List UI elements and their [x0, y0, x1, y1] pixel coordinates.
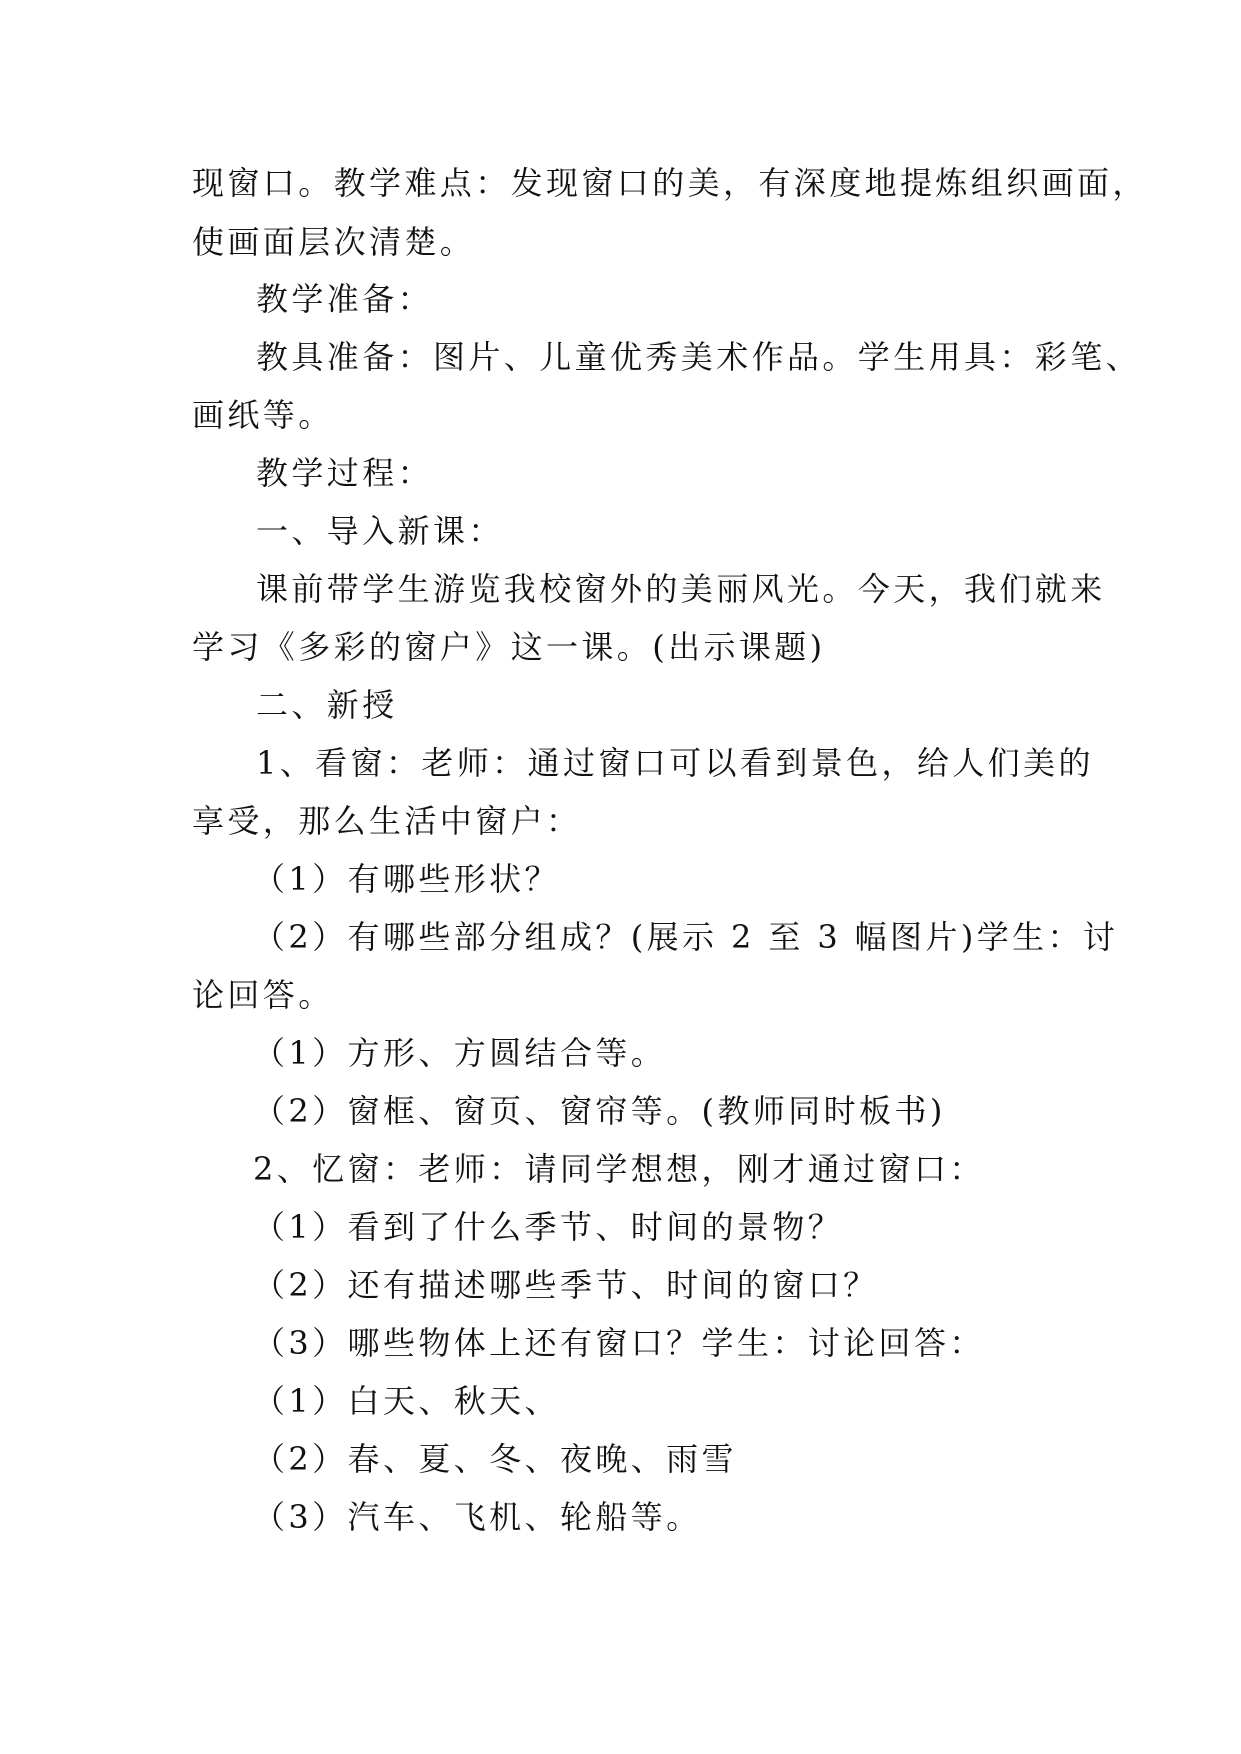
paragraph-line: 课前带学生游览我校窗外的美丽风光。今天，我们就来 — [256, 570, 1106, 608]
list-item: （2）春、夏、冬、夜晚、雨雪 — [253, 1440, 737, 1478]
list-item: （2）窗框、窗页、窗帘等。(教师同时板书) — [253, 1092, 946, 1130]
list-item: （1）有哪些形状？ — [253, 860, 560, 898]
section-heading: 一、导入新课： — [256, 512, 504, 550]
list-item: （1）方形、方圆结合等。 — [253, 1034, 667, 1072]
paragraph-line: 教具准备：图片、儿童优秀美术作品。学生用具：彩笔、 — [256, 338, 1142, 376]
paragraph-line: 2、忆窗：老师：请同学想想，刚才通过窗口： — [253, 1150, 985, 1188]
paragraph-line: 使画面层次清楚。 — [192, 223, 476, 261]
list-item: （2）还有描述哪些季节、时间的窗口？ — [253, 1266, 879, 1304]
section-heading: 教学准备： — [256, 280, 434, 318]
paragraph-line: 现窗口。教学难点：发现窗口的美，有深度地提炼组织画面， — [192, 164, 1148, 202]
list-item: （2）有哪些部分组成？(展示 2 至 3 幅图片)学生：讨 — [253, 918, 1119, 956]
list-item: （3）汽车、飞机、轮船等。 — [253, 1498, 702, 1536]
paragraph-line: 1、看窗：老师：通过窗口可以看到景色，给人们美的 — [256, 744, 1094, 782]
list-item: （1）白天、秋天、 — [253, 1382, 560, 1420]
paragraph-line: 享受，那么生活中窗户： — [192, 802, 582, 840]
section-heading: 二、新授 — [256, 686, 398, 724]
paragraph-line: 学习《多彩的窗户》这一课。(出示课题) — [192, 628, 826, 666]
paragraph-line: 论回答。 — [192, 976, 334, 1014]
paragraph-line: 画纸等。 — [192, 396, 334, 434]
list-item: （3）哪些物体上还有窗口？学生：讨论回答： — [253, 1324, 985, 1362]
section-heading: 教学过程： — [256, 454, 434, 492]
list-item: （1）看到了什么季节、时间的景物？ — [253, 1208, 844, 1246]
